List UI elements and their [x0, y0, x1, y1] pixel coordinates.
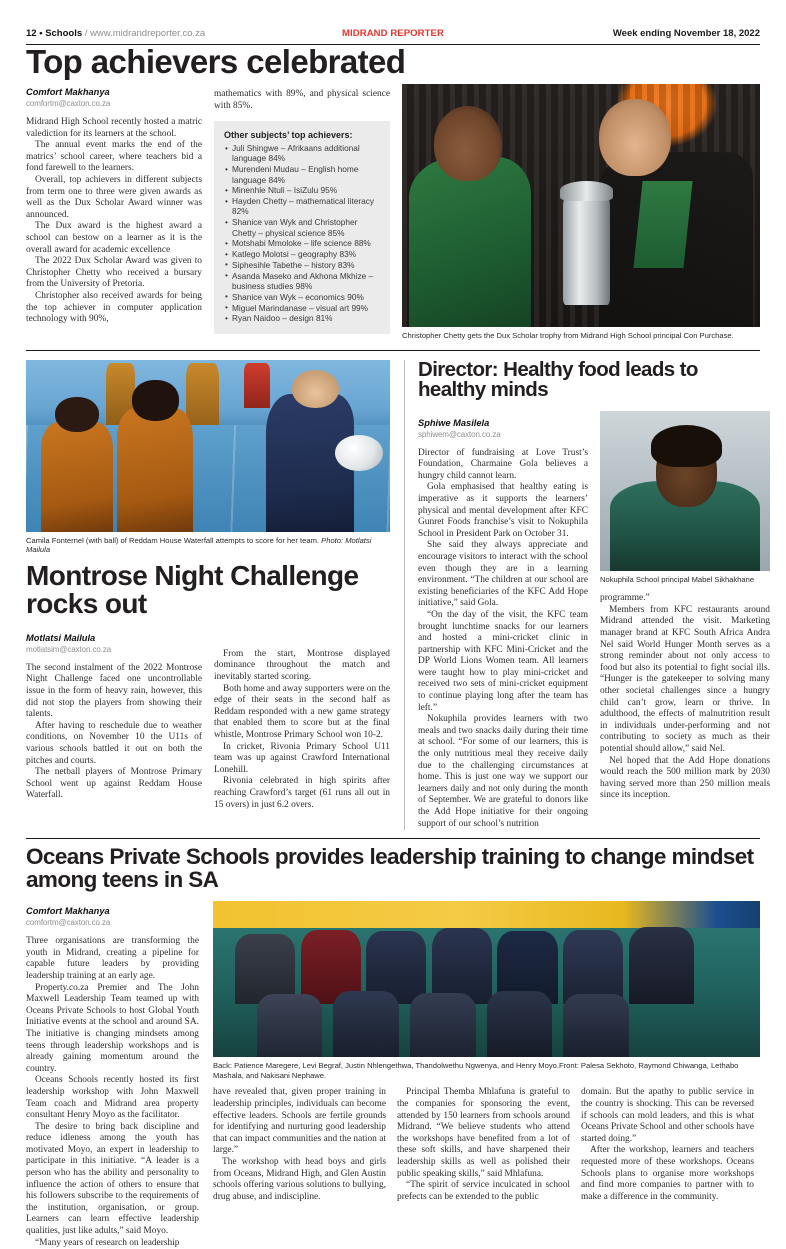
montrose-column-1: [26, 626, 202, 811]
paragraph: mathematics with 89%, and physical science with 85%.: [214, 89, 390, 111]
photo-credit: Photo: Motlatsi Mailula: [26, 535, 372, 555]
paragraph: Gola emphasised that healthy eating is imperative as it supports the learners’ physical and mental development after KFC Gunret Foods franchise’s visit to Nokuphila School in President Park on October 31.: [418, 482, 588, 539]
top-achievers-body-1: [26, 117, 202, 326]
oceans-photo-block: [213, 899, 760, 1249]
byline-email[interactable]: sphiwem@caxton.co.za: [418, 429, 501, 439]
oceans-body-2: [213, 1087, 386, 1203]
list-item: • Shanice van Wyk – economics 90%: [224, 292, 380, 302]
top-achievers-photo-block: [402, 80, 760, 341]
paragraph: domain. But the apathy to public service in the country is shocking. This can be reversed if schools can mold leaders, and this is what Oceans Private School and other schools have started doing.”: [581, 1087, 754, 1144]
list-item: • Minenhle Ntuli – IsiZulu 95%: [224, 185, 380, 195]
paragraph: From the start, Montrose displayed dominance throughout the match and inevitably started scoring.: [214, 648, 390, 682]
byline-author: Sphiwe Masilela: [418, 417, 490, 428]
issue-date: Week ending November 18, 2022: [612, 28, 760, 39]
photo-caption: Nokuphila School principal Mabel Sikhakhane: [600, 574, 755, 584]
paragraph: Christopher also received awards for being the top achiever in computer application technology with 90%,: [26, 290, 202, 325]
paragraph: The annual event marks the end of the matrics’ school career, where teachers bid a fond farewell to the learners.: [26, 140, 202, 174]
montrose-body-1: [26, 663, 202, 802]
paragraph: In cricket, Rivonia Primary School U11 team was up against Crawford International Lonehill.: [214, 741, 390, 775]
paragraph: The second instalment of the 2022 Montrose Night Challenge faced one uncontrollable issue in the form of heavy rain, however, this did not stop the players from showing their talents.: [26, 662, 202, 720]
oceans-body-4: [581, 1087, 754, 1203]
masthead-left: 12 • Schools / www.midrandreporter.co.za: [26, 28, 206, 39]
headline-oceans: Oceans Private Schools provides leadership training to change mindset among teens in SA: [26, 844, 754, 892]
byline-top: [26, 87, 202, 108]
list-item: • Juli Shingwe – Afrikaans additional language 84%: [224, 143, 380, 164]
oceans-column-1: [26, 899, 199, 1249]
paragraph: After having to reschedule due to weather conditions, on November 10 the U11s of various schools battled it out on both the pitches and courts.: [26, 720, 202, 766]
paragraph: Both home and away supporters were on the edge of their seats in the second half as Reddam responded with a new game strategy that enabled them to score but at the final whistle, Montrose Primary School won 10-2.: [214, 683, 390, 740]
paragraph: Oceans Schools recently hosted its first leadership workshop with John Maxwell Team coach and Midrand area property consultant Henry Moyo as the facilitator.: [26, 1075, 199, 1121]
paragraph: “Many years of research on leadership: [35, 1237, 180, 1248]
montrose-column-2: [214, 626, 390, 811]
top-achievers-column-1: [26, 80, 202, 341]
byline-montrose: [26, 633, 202, 654]
paragraph: The Dux award is the highest award a school can bestow on a learner as it is the overall award for academic excellence: [26, 221, 202, 255]
paragraph: The netball players of Montrose Primary School went up against Reddam House Waterfall.: [26, 767, 202, 801]
oceans-body-3: [397, 1087, 570, 1203]
paragraph: The desire to bring back discipline and reduce idleness among the youth has motivated Moyo, an expert in leadership to participate in this initiative. “A leader is a person who has the ability and personality to influence the action of others to ensure that his followers subscribe to the requirements of the institution, organisation, or group. Learners can learn effective leadership qualities, just like adults,” said Moyo.: [26, 1121, 199, 1237]
photo-caption: [26, 536, 390, 555]
paragraph: Rivonia celebrated in high spirits after reaching Crawford’s target (61 runs all out in 15 overs) in just 6.2 overs.: [214, 776, 390, 810]
byline-email[interactable]: comfortm@caxton.co.za: [26, 918, 111, 928]
section-montrose: [26, 360, 390, 831]
oceans-body-1: [26, 936, 199, 1249]
byline-author: Comfort Makhanya: [26, 87, 110, 97]
top-achievers-factbox: [214, 121, 390, 334]
dux-scholar-trophy-photo: [402, 84, 760, 327]
section-name[interactable]: Schools: [45, 28, 83, 39]
section-director: [404, 357, 770, 831]
byline-director: [418, 418, 588, 439]
page-number: 12: [26, 28, 37, 39]
oceans-column-2: [213, 1087, 386, 1203]
paragraph: Nel hoped that the Add Hope donations would reach the 500 million mark by 2030 having served more than 250 million meals since its inception.: [600, 755, 770, 801]
list-item: • Miguel Marindanase – visual art 99%: [224, 303, 380, 313]
paragraph: “The spirit of service inculcated in school prefects can be extended to the public: [397, 1180, 570, 1202]
list-item: • Ryan Naidoo – design 81%: [224, 313, 380, 323]
photo-caption: Christopher Chetty gets the Dux Scholar trophy from Midrand High School principal Con Purchase.: [402, 331, 734, 340]
paragraph: programme.”: [600, 593, 650, 604]
byline-oceans: [26, 906, 199, 927]
paragraph: The 2022 Dux Scholar Award was given to Christopher Chetty who received a bursary from the University of Pretoria.: [26, 256, 202, 290]
director-body-2: [600, 593, 770, 802]
oceans-column-4: [581, 1087, 754, 1203]
list-item: • Hayden Chetty – mathematical literacy 82%: [224, 196, 380, 217]
factbox-list: [224, 143, 380, 324]
byline-email[interactable]: comfortm@caxton.co.za: [26, 99, 111, 108]
photo-caption: Back: Patience Maregere, Levi Begraf, Justin Nhlengethwa, Thandolwethu Ngwenya, and Henry Moyo.Front: Palesa Sekhoto, Raymond Chiwanga, Lethabo Mashala, and Nakisani Nephawe.: [213, 1061, 739, 1080]
top-achievers-body-2: [214, 89, 390, 112]
paragraph: Nokuphila provides learners with two meals and two snacks daily during their time at school. “For some of our learners, this is the only nutritious meal they receive daily due to the challenging circumstances at home. This is just one way we support our learners daily and not only during the month of September. We are grateful to donors like the Add Hope initiative for their ongoing support of our school’s nutrition: [418, 714, 588, 829]
paragraph: Members from KFC restaurants around Midrand attended the visit. Marketing manager brand at KFC South Africa Andra Nel said World Hunger Month serves as a strong reminder about not only access to food but also its potential to fight social ills. “Hunger is the gatekeeper to solving many other societal challenges since a hungry child can’t grow, learn or thrive. In adulthood, the effects of malnutrition result in individuals under-performing and not contributing to society as much as their potential should allow,” said Nel.: [600, 604, 770, 754]
factbox-title: Other subjects’ top achievers:: [224, 130, 353, 141]
headline-montrose: Montrose Night Challenge rocks out: [26, 559, 359, 619]
list-item: • Siphesihle Tabethe – history 83%: [224, 260, 380, 270]
paragraph: Director of fundraising at Love Trust’s Foundation, Charmaine Gola believes a hungry child cannot learn.: [418, 447, 588, 481]
website-url[interactable]: www.midrandreporter.co.za: [90, 28, 206, 39]
section-top-achievers: [26, 80, 760, 341]
top-achievers-column-2: [214, 80, 390, 341]
paragraph: Overall, top achievers in different subjects from term one to three were given awards as well as the Dux Scholar Award winner was announced.: [26, 174, 202, 220]
paragraph: After the workshop, learners and teachers requested more of these workshops. Oceans Schools plans to organise more workshops and find more companies to partner with to make a difference in the community.: [581, 1145, 754, 1202]
list-item: • Motshabi Mmoloke – life science 88%: [224, 238, 380, 248]
byline-author: Comfort Makhanya: [26, 906, 110, 917]
headline-director: Director: Healthy food leads to healthy minds: [418, 357, 698, 402]
director-column-1: [418, 411, 588, 831]
byline-email[interactable]: motlatsim@caxton.co.za: [26, 644, 112, 654]
paragraph: “On the day of the visit, the KFC team brought lunchtime snacks for our learners and hosted a mini-cricket clinic in partnership with KFC Mini-Cricket and the DP World Lions Women team. All learners were taught how to play mini-cricket and received two sets of mini-cricket equipment to continue playing long after the team has left.”: [418, 609, 588, 713]
list-item: • Asanda Maseko and Akhona Mkhize – business studies 98%: [224, 271, 380, 292]
director-column-2: [600, 411, 770, 831]
byline-author: Motlatsi Mailula: [26, 632, 96, 643]
list-item: • Katlego Molotsi – geography 83%: [224, 249, 380, 259]
paragraph: Three organisations are transforming the youth in Midrand, creating a pipeline for capable future leaders by providing leadership training at an early age.: [26, 936, 199, 981]
section-oceans: [26, 899, 760, 1249]
headline-top-achievers: Top achievers celebrated: [26, 43, 406, 80]
netball-match-photo: [26, 360, 390, 532]
paragraph: Midrand High School recently hosted a matric valediction for its learners at the school.: [26, 117, 202, 139]
nokuphila-principal-photo: [600, 411, 770, 571]
oceans-leadership-group-photo: [213, 901, 760, 1057]
paragraph: She said they always appreciate and encourage visitors to interact with the school even though they are in a learning environment. “The children at our school are existing beneficiaries of the KFC Add Hope initiative,” said Gola.: [418, 540, 588, 609]
paragraph: Principal Themba Mhlafuna is grateful to the companies for sponsoring the event, attended by 150 learners from schools around Midrand. “We believe students who attend the workshops have benefited from a lot of these soft skills, and have sharpened their leadership skills as well as polished their public speaking skills,” said Mhlafuna.: [397, 1087, 570, 1179]
list-item: • Shanice van Wyk and Christopher Chetty – physical science 85%: [224, 217, 380, 238]
paragraph: The workshop with head boys and girls from Oceans, Midrand High, and Glen Austin schools offering various solutions to bullying, drug abuse, and indiscipline.: [213, 1156, 386, 1202]
masthead: [26, 0, 760, 45]
director-body-1: [418, 448, 588, 831]
caption-text: Camila Fonternel (with ball) of Reddam House Waterfall attempts to score for her team.: [26, 535, 320, 545]
list-item: • Murendeni Mudau – English home language 84%: [224, 164, 380, 185]
section-middle: [26, 357, 770, 831]
montrose-body-2: [214, 649, 390, 811]
oceans-column-3: [397, 1087, 570, 1203]
paragraph: Property.co.za Premier and The John Maxwell Leadership Team teamed up with Oceans Private Schools to host Global Youth Initiative events at the school and around SA. The initiative is changing mindsets among teens through leadership workshops and is already gaining momentum around the country.: [26, 982, 199, 1074]
publication-title: MIDRAND REPORTER: [342, 28, 444, 39]
masthead-separator: /: [84, 28, 88, 39]
paragraph: have revealed that, given proper training in leadership principles, individuals can become effective leaders. Schools are fertile grounds for identifying and nurturing good leadership that can impact communities and the nation at large.”: [213, 1087, 386, 1156]
